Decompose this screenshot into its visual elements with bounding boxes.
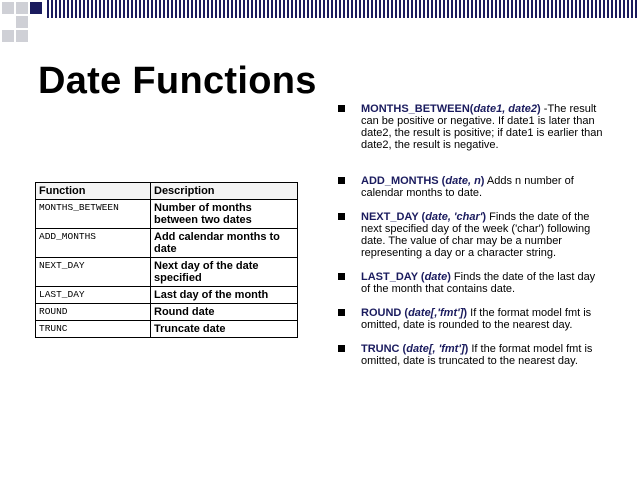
function-description: Add calendar months to date <box>151 229 298 258</box>
function-name: MONTHS_BETWEEN <box>36 200 151 229</box>
square-bullet-icon <box>338 177 345 184</box>
decor-square <box>16 16 28 28</box>
bullet-item <box>338 307 606 331</box>
table-row <box>36 258 298 287</box>
table-row <box>36 304 298 321</box>
function-args: date <box>424 271 448 283</box>
function-signature-tail: ) <box>463 307 468 319</box>
function-description: Truncate date <box>151 321 298 338</box>
header-decoration <box>0 0 638 44</box>
function-args: date, 'char' <box>425 211 483 223</box>
function-name: LAST_DAY <box>36 287 151 304</box>
function-args: date[,'fmt'] <box>408 307 464 319</box>
function-name: ADD_MONTHS <box>36 229 151 258</box>
square-bullet-icon <box>338 105 345 112</box>
function-signature-head: ADD_MONTHS ( <box>361 175 446 187</box>
table-row <box>36 287 298 304</box>
function-name: NEXT_DAY <box>36 258 151 287</box>
function-args: date, n <box>445 175 481 187</box>
function-args: date1, date2 <box>473 103 538 115</box>
bullet-text: If the format model fmt is omitted, date is rounded to the nearest day. <box>361 307 592 331</box>
function-signature-tail: ) <box>464 343 469 355</box>
decor-square <box>16 2 28 14</box>
function-args: date[, 'fmt'] <box>406 343 465 355</box>
bullet-item <box>338 175 606 199</box>
function-description: Last day of the month <box>151 287 298 304</box>
function-signature-tail: ) <box>447 271 451 283</box>
square-bullet-icon <box>338 345 345 352</box>
bullet-text: -The result can be positive or negative. If date1 is later than date2, the result is positive; if date1 is earlier than date2, the result is negative. <box>361 103 603 151</box>
bullet-text: Adds n number of calendar months to date. <box>361 175 574 199</box>
function-signature-head: ROUND ( <box>361 307 409 319</box>
bullet-text: Finds the date of the next specified day of the week ('char') following date. The value of char may be a number representing a day or a character string. <box>361 211 591 259</box>
bullet-item <box>338 271 606 295</box>
slide-title: Date Functions <box>38 60 317 102</box>
column-header: Function <box>36 183 151 200</box>
square-bullet-icon <box>338 273 345 280</box>
function-signature-tail: ) <box>480 175 485 187</box>
function-description: Round date <box>151 304 298 321</box>
function-signature-head: NEXT_DAY ( <box>361 211 426 223</box>
decor-square <box>2 30 14 42</box>
function-signature-head: MONTHS_BETWEEN( <box>361 103 474 115</box>
function-signature-tail: ) <box>537 103 541 115</box>
function-signature-tail: ) <box>482 211 487 223</box>
function-description: Next day of the date specified <box>151 258 298 287</box>
decor-square <box>30 2 42 14</box>
bullet-item <box>338 103 606 151</box>
bullet-item <box>338 343 606 367</box>
bullet-list <box>338 103 606 367</box>
function-signature-head: TRUNC ( <box>361 343 407 355</box>
table-row <box>36 200 298 229</box>
decor-square <box>16 30 28 42</box>
table-header-row <box>36 183 298 200</box>
square-bullet-icon <box>338 309 345 316</box>
decor-square <box>2 2 14 14</box>
function-name: TRUNC <box>36 321 151 338</box>
column-header: Description <box>151 183 298 200</box>
bullet-text: Finds the date of the last day of the month that contains date. <box>361 271 596 295</box>
function-signature-head: LAST_DAY ( <box>361 271 425 283</box>
table-row <box>36 321 298 338</box>
table-row <box>36 229 298 258</box>
function-name: ROUND <box>36 304 151 321</box>
function-description: Number of months between two dates <box>151 200 298 229</box>
striped-header-bar <box>47 0 638 18</box>
square-bullet-icon <box>338 213 345 220</box>
bullet-text: If the format model fmt is omitted, date is truncated to the nearest day. <box>361 343 593 367</box>
date-functions-table <box>35 182 298 338</box>
bullet-item <box>338 211 606 259</box>
